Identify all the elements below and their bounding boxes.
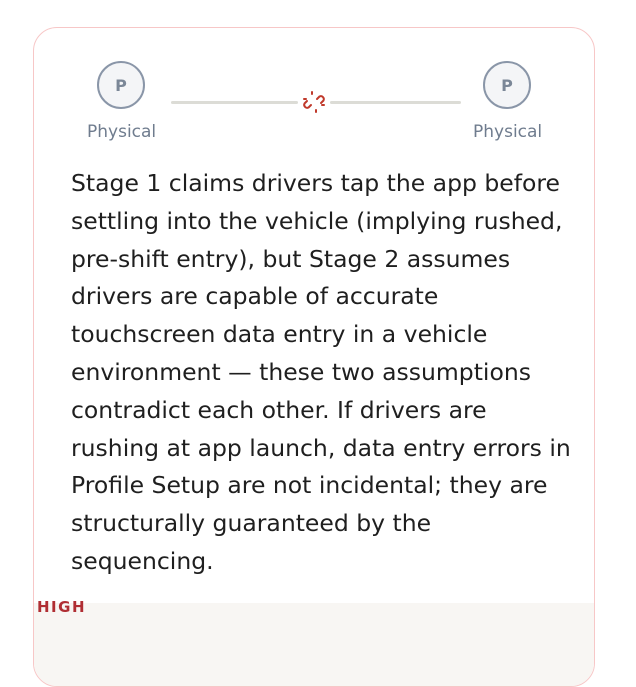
left-node-initial: P bbox=[115, 75, 127, 95]
broken-link-icon bbox=[302, 90, 326, 114]
right-node-initial: P bbox=[501, 75, 513, 95]
right-node-label: Physical bbox=[473, 122, 543, 142]
connector-line-right bbox=[330, 101, 461, 104]
finding-card bbox=[33, 27, 595, 687]
severity-label: HIGH bbox=[37, 598, 87, 616]
left-node-label: Physical bbox=[87, 122, 157, 142]
card-footer bbox=[34, 603, 594, 687]
left-node-badge bbox=[97, 61, 145, 109]
connector-line-left bbox=[171, 101, 298, 104]
finding-description: Stage 1 claims drivers tap the app before settling into the vehicle (implying rushed, pre-shift entry), but Stage 2 assumes drivers are capable of accurate touchscreen data entry in a vehicle environment — these two assumptions contradict each other. If drivers are rushing at app launch, data entry errors in Profile Setup are not incidental; they are structurally guaranteed by the sequencing. bbox=[71, 169, 571, 575]
right-node-badge bbox=[483, 61, 531, 109]
